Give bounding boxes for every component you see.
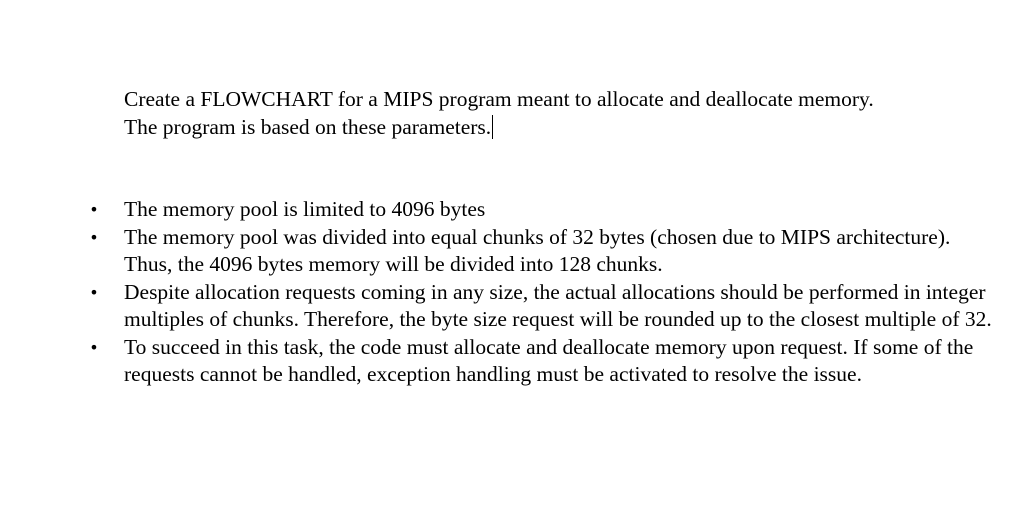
- intro-line-1: Create a FLOWCHART for a MIPS program meant to allocate and deallocate memory.: [124, 87, 874, 111]
- bullet-text: The memory pool was divided into equal chunks of 32 bytes (chosen due to MIPS architecture). Thus, the 4096 bytes memory will be divided into 128 chunks.: [124, 224, 951, 276]
- text-cursor: [492, 115, 493, 139]
- bullet-icon: •: [89, 282, 99, 302]
- bullet-icon: •: [89, 227, 99, 247]
- bullet-text: To succeed in this task, the code must allocate and deallocate memory upon request. If some of the requests cannot be handled, exception handling must be activated to resolve the issue.: [124, 334, 974, 386]
- bullet-item-chunk-division[interactable]: [0, 224, 1036, 279]
- bullet-item-allocation-rounding[interactable]: [0, 279, 1036, 334]
- intro-line-2: The program is based on these parameters.: [124, 114, 492, 139]
- bullet-text: Despite allocation requests coming in any size, the actual allocations should be performed in integer multiples of chunks. Therefore, the byte size request will be rounded up to the closest multiple of 32.: [124, 279, 992, 331]
- bullet-text: The memory pool is limited to 4096 bytes: [124, 197, 486, 221]
- bullet-icon: •: [89, 200, 99, 219]
- bullet-item-memory-pool-limit[interactable]: [0, 196, 1036, 224]
- intro-paragraph[interactable]: [124, 86, 1004, 141]
- bullet-list: [0, 196, 1036, 389]
- bullet-item-exception-handling[interactable]: [0, 334, 1036, 389]
- bullet-icon: •: [89, 337, 99, 357]
